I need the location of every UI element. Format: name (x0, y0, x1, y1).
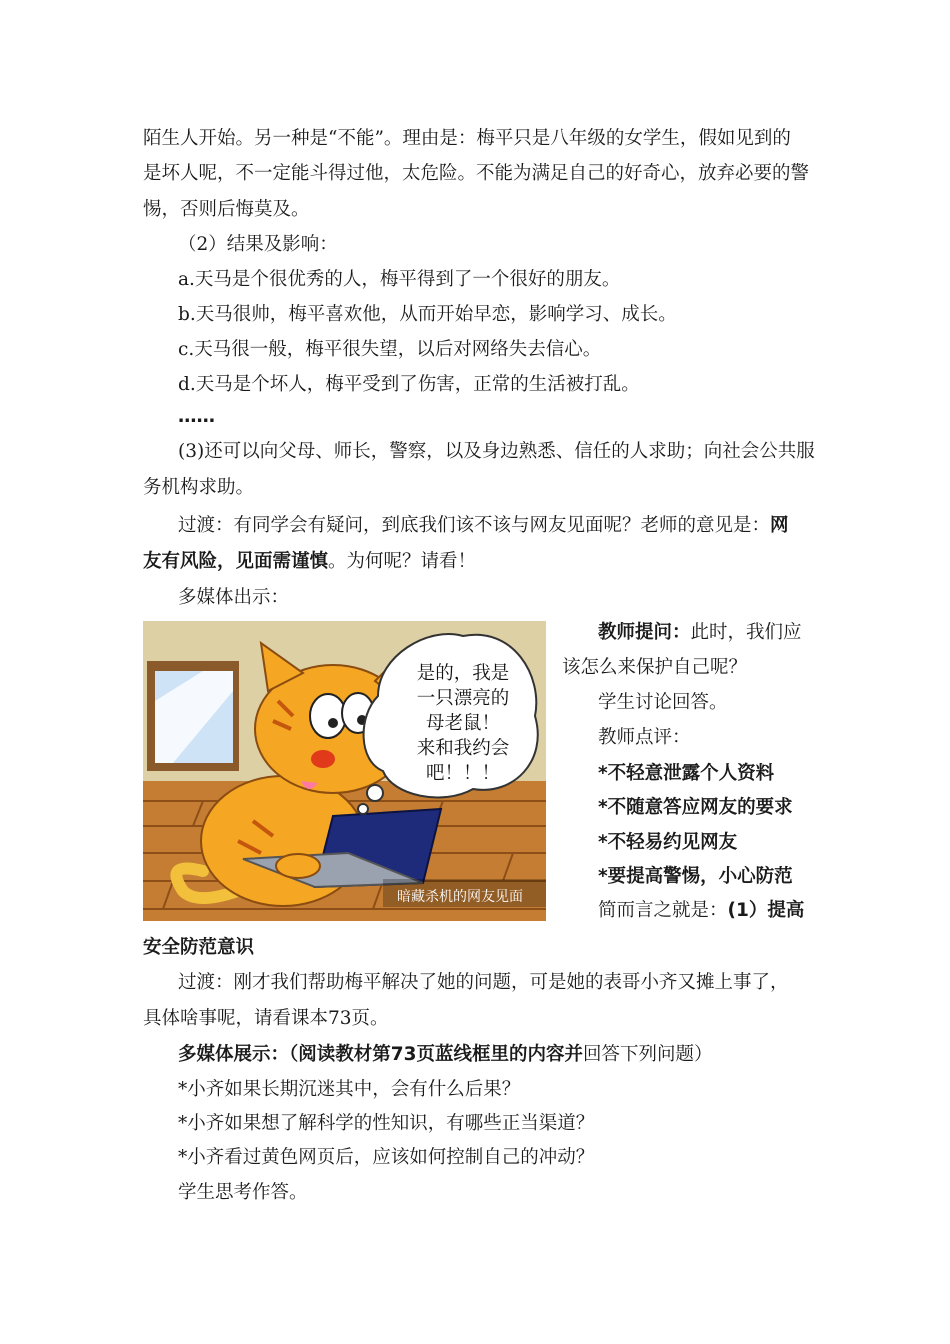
cartoon-image (143, 621, 546, 921)
bubble-line: 吧！！！ (425, 763, 500, 784)
paragraph-line: 务机构求助。 (143, 477, 255, 498)
side-line: 学生讨论回答。 (598, 692, 728, 713)
tip-item: *不随意答应网友的要求 (598, 797, 793, 818)
list-item: a.天马是个很优秀的人，梅平得到了一个很好的朋友。 (178, 269, 621, 290)
bubble-line: 母老鼠！ (425, 713, 500, 734)
paragraph-line: 学生思考作答。 (178, 1182, 308, 1203)
side-text: 此时，我们应 (690, 622, 802, 643)
bold-text: 网 (770, 515, 789, 536)
tip-item: *不轻意泄露个人资料 (598, 763, 775, 784)
tip-item: *不轻易约见网友 (598, 832, 738, 853)
paragraph-text: 回答下列问题） (583, 1044, 713, 1065)
bold-text: 教师提问： (598, 622, 691, 643)
side-line: 教师点评： (598, 727, 691, 748)
speech-bubble-text (401, 661, 525, 786)
paragraph-line: 多媒体出示： (178, 587, 290, 608)
list-item: c.天马很一般，梅平很失望，以后对网络失去信心。 (178, 339, 602, 360)
tip-item: *要提高警惕，小心防范 (598, 866, 793, 887)
ellipsis: …… (178, 406, 215, 427)
paragraph-line (178, 1043, 713, 1067)
question-item: *小齐如果想了解科学的性知识，有哪些正当渠道？ (178, 1113, 595, 1134)
paragraph-line: 具体啥事呢，请看课本73页。 (143, 1008, 389, 1029)
paragraph-line: 陌生人开始。另一种是“不能”。理由是：梅平只是八年级的女学生，假如见到的 (143, 128, 791, 149)
paragraph-line: (3)还可以向父母、师长，警察，以及身边熟悉、信任的人求助；向社会公共服 (178, 441, 815, 462)
image-caption: 暗藏杀机的网友见面 (397, 889, 523, 905)
question-item: *小齐看过黄色网页后，应该如何控制自己的冲动？ (178, 1147, 595, 1168)
bold-text: 多媒体展示：（阅读教材第73页蓝线框里的内容并 (178, 1044, 583, 1065)
paragraph-line: 惕，否则后悔莫及。 (143, 199, 310, 220)
section-heading: （2）结果及影响： (178, 234, 338, 255)
list-item: b.天马很帅，梅平喜欢他，从而开始早恋，影响学习、成长。 (178, 304, 677, 325)
paragraph-line: 过渡：刚才我们帮助梅平解决了她的问题，可是她的表哥小齐又摊上事了， (178, 972, 789, 993)
side-line (598, 899, 804, 923)
bubble-line: 一只漂亮的 (416, 688, 510, 709)
bold-text: (1）提高 (727, 900, 805, 921)
bubble-line: 是的，我是 (416, 663, 510, 684)
paragraph-line: 是坏人呢，不一定能斗得过他，太危险。不能为满足自己的好奇心，放弃必要的警 (143, 163, 810, 184)
paragraph-line (143, 550, 476, 574)
paragraph-line (178, 514, 789, 538)
list-item: d.天马是个坏人，梅平受到了伤害，正常的生活被打乱。 (178, 374, 640, 395)
side-line (598, 621, 802, 645)
bold-text: 友有风险，见面需谨慎 (143, 551, 329, 572)
side-text: 简而言之就是： (598, 900, 728, 921)
transition-text: 过渡：有同学会有疑问，到底我们该不该与网友见面呢？老师的意见是： (178, 515, 771, 536)
side-line: 该怎么来保护自己呢？ (562, 657, 748, 678)
bold-text: 安全防范意识 (143, 937, 255, 958)
transition-text: 。为何呢？请看！ (328, 551, 477, 572)
question-item: *小齐如果长期沉迷其中，会有什么后果？ (178, 1079, 521, 1100)
bubble-line: 来和我约会 (416, 738, 510, 759)
